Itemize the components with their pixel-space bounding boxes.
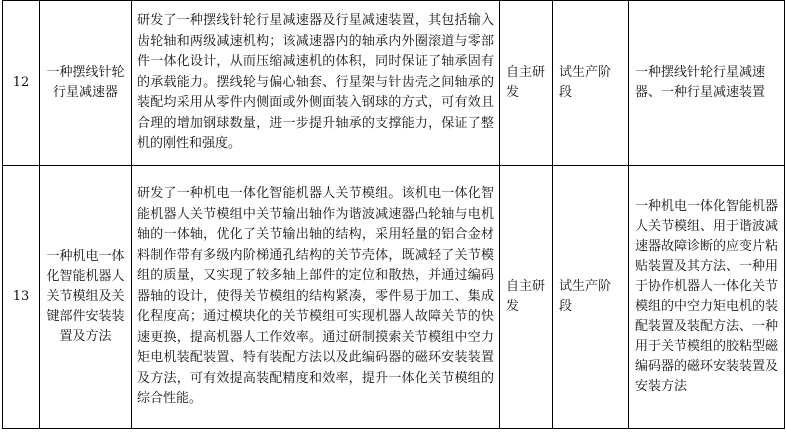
row-number: 12 — [3, 1, 40, 166]
related-patents: 一种摆线针轮行星减速器、一种行星减速装置 — [629, 1, 785, 166]
project-source: 自主研发 — [500, 166, 553, 429]
table-row — [3, 1, 785, 166]
tech-table — [2, 0, 785, 429]
project-description: 研发了一种摆线针轮行星减速器及行星减速装置，其包括输入齿轮轴和两级减速机构；该减速器内的轴承内外圈滚道与零部件一体化设计，从而压缩减速机的体积，同时保证了轴承固有的承载能力。摆线轮与偏心轴套、行星架与针齿壳之间轴承的装配均采用从零件内侧面或外侧面装入钢球的方式，可有效且合理的增加钢球数量，进一步提升轴承的支撑能力，保证了整机的刚性和强度。 — [132, 1, 500, 166]
project-source: 自主研发 — [500, 1, 553, 166]
project-name: 一种机电一体化智能机器人关节模组及关键部件安装装置及方法 — [40, 166, 132, 429]
project-stage: 试生产阶段 — [553, 166, 629, 429]
project-stage: 试生产阶段 — [553, 1, 629, 166]
related-patents: 一种机电一体化智能机器人关节模组、用于谐波减速器故障诊断的应变片粘贴装置及其方法、一种用于协作机器人一体化关节模组的中空力矩电机的装配装置及装配方法、一种用于关节模组的胶粘型磁编码器的磁环安装装置及安装方法 — [629, 166, 785, 429]
project-name: 一种摆线针轮行星减速器 — [40, 1, 132, 166]
table-row — [3, 166, 785, 429]
project-description: 研发了一种机电一体化智能机器人关节模组。该机电一体化智能机器人关节模组中关节输出轴作为谐波减速器凸轮轴与电机轴的一体轴，优化了关节输出轴的结构，采用轻量的铝合金材料制作带有多级内阶梯通孔结构的关节壳体，既减轻了关节模组的质量，又实现了较多轴上部件的定位和散热，并通过编码器轴的设计，使得关节模组的结构紧凑，零件易于加工、集成化程度高；通过模块化的关节模组可实现机器人故障关节的快速更换，提高机器人工作效率。通过研制摸索关节模组中空力矩电机装配装置、特有装配方法以及此编码器的磁环安装装置及方法，可有效提高装配精度和效率，提升一体化关节模组的综合性能。 — [132, 166, 500, 429]
row-number: 13 — [3, 166, 40, 429]
